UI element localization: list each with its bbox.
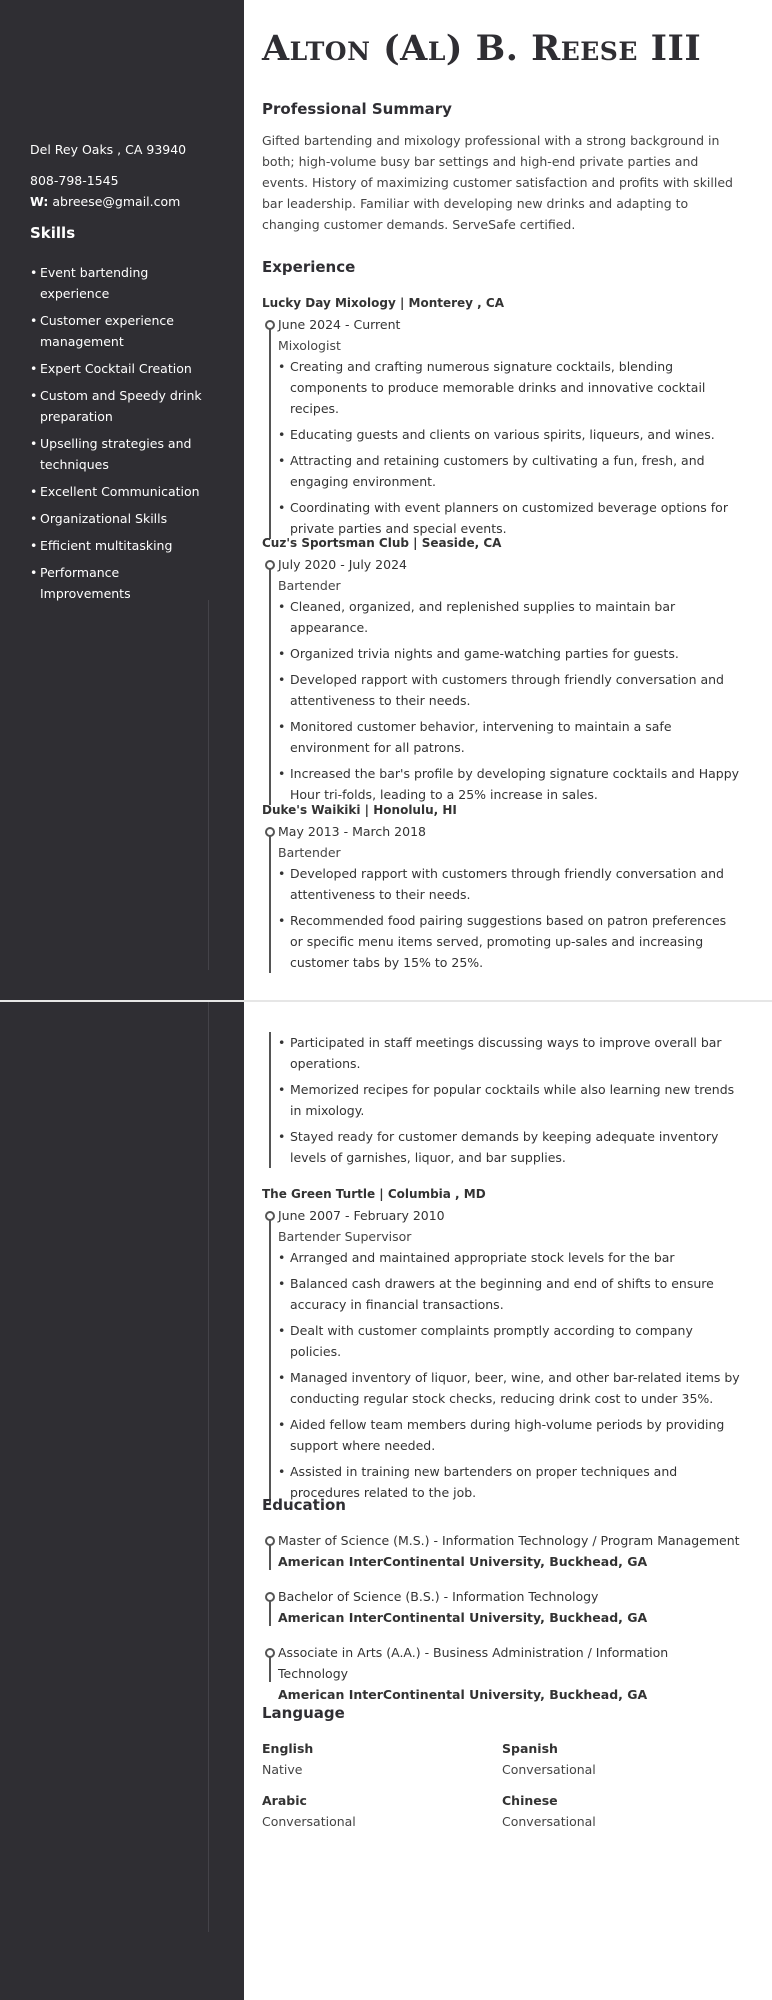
timeline-line: [269, 1598, 271, 1626]
language-name: English: [262, 1741, 314, 1756]
timeline-line: [269, 1217, 271, 1503]
contact-address: Del Rey Oaks , CA 93940: [30, 142, 187, 157]
job-timeline: [262, 1205, 742, 1503]
skill-item: • Expert Cocktail Creation: [30, 358, 210, 379]
job-bullet: • Stayed ready for customer demands by keeping adequate inventory levels of garnishes, liquor, and bar supplies.: [278, 1126, 742, 1168]
job-bullet: • Attracting and retaining customers by cultivating a fun, fresh, and engaging environment.: [278, 450, 742, 492]
job-bullet: • Managed inventory of liquor, beer, wine, and other bar-related items by conducting regular stock checks, reducing drink cost to under 35%.: [278, 1367, 742, 1409]
summary-section: [262, 100, 742, 235]
job-role: Mixologist: [278, 338, 341, 353]
timeline-dot-icon: [265, 1648, 275, 1658]
education-school: American InterContinental University, Buckhead, GA: [278, 1610, 648, 1625]
contact-phone: 808-798-1545: [30, 173, 119, 188]
sidebar-divider: [208, 1002, 209, 1932]
job-entry: [262, 533, 742, 810]
summary-heading: Professional Summary: [262, 100, 452, 118]
sidebar-divider: [208, 600, 209, 970]
job-timeline: [262, 1032, 742, 1168]
timeline-line: [269, 1032, 271, 1168]
education-item: [262, 1530, 742, 1572]
timeline-dot-icon: [265, 1536, 275, 1546]
summary-text: Gifted bartending and mixology professional with a strong background in both; high-volume busy bar settings and high-end private parties and events. History of maximizing customer satisfaction and profits with skilled bar leadership. Familiar with developing new drinks and adapting to changing customer demands. ServeSafe certified.: [262, 133, 733, 232]
job-bullets: [278, 596, 742, 805]
language-section: [262, 1704, 742, 1832]
timeline-dot-icon: [265, 1592, 275, 1602]
job-bullet: • Participated in staff meetings discussing ways to improve overall bar operations.: [278, 1032, 742, 1074]
skill-item: • Efficient multitasking: [30, 535, 210, 556]
job-bullet: • Monitored customer behavior, intervening to maintain a safe environment for all patrons.: [278, 716, 742, 758]
skill-item: • Performance Improvements: [30, 562, 210, 604]
job-bullet: • Cleaned, organized, and replenished supplies to maintain bar appearance.: [278, 596, 742, 638]
language-name: Arabic: [262, 1793, 307, 1808]
skill-item: • Upselling strategies and techniques: [30, 433, 210, 475]
language-name: Chinese: [502, 1793, 558, 1808]
skills-heading: Skills: [30, 224, 76, 242]
timeline-line: [269, 1654, 271, 1682]
timeline-line: [269, 326, 271, 539]
contact-email-row: [30, 191, 230, 212]
job-bullet: • Dealt with customer complaints promptly according to company policies.: [278, 1320, 742, 1362]
language-level: Conversational: [502, 1762, 596, 1777]
job-bullet: • Organized trivia nights and game-watching parties for guests.: [278, 643, 742, 664]
job-timeline: [262, 821, 742, 973]
job-bullet: • Balanced cash drawers at the beginning and end of shifts to ensure accuracy in financial transactions.: [278, 1273, 742, 1315]
contact-email: abreese@gmail.com: [52, 194, 181, 209]
language-level: Conversational: [502, 1814, 596, 1829]
education-degree: Associate in Arts (A.A.) - Business Administration / Information Technology: [278, 1645, 669, 1681]
job-bullet: • Assisted in training new bartenders on proper techniques and procedures related to the job.: [278, 1461, 742, 1503]
contact-info: [30, 139, 230, 212]
language-item: [502, 1738, 742, 1780]
job-dates: June 2024 - Current: [278, 317, 401, 332]
job-bullet: • Memorized recipes for popular cocktails while also learning new trends in mixology.: [278, 1079, 742, 1121]
job-timeline: [262, 554, 742, 805]
language-item: [262, 1790, 502, 1832]
language-item: [502, 1790, 742, 1832]
education-degree: Master of Science (M.S.) - Information Technology / Program Management: [278, 1533, 740, 1548]
timeline-dot-icon: [265, 320, 275, 330]
job-role: Bartender: [278, 845, 341, 860]
job-bullet: • Coordinating with event planners on customized beverage options for private parties and special events.: [278, 497, 742, 539]
email-label: W:: [30, 194, 49, 209]
job-bullets: [278, 863, 742, 973]
timeline-line: [269, 833, 271, 973]
job-entry: [262, 1184, 742, 1508]
timeline-line: [269, 566, 271, 805]
language-name: Spanish: [502, 1741, 558, 1756]
timeline-line: [269, 1542, 271, 1570]
job-bullets: [278, 1247, 742, 1503]
job-bullet: • Increased the bar's profile by developing signature cocktails and Happy Hour tri-folds, leading to a 25% increase in sales.: [278, 763, 742, 805]
job-bullet: • Creating and crafting numerous signature cocktails, blending components to produce memorable drinks and innovative cocktail recipes.: [278, 356, 742, 419]
skill-item: • Event bartending experience: [30, 262, 210, 304]
timeline-dot-icon: [265, 1211, 275, 1221]
education-school: American InterContinental University, Buckhead, GA: [278, 1554, 648, 1569]
job-dates: June 2007 - February 2010: [278, 1208, 445, 1223]
language-item: [262, 1738, 502, 1780]
resume-page-2: [0, 1002, 772, 2000]
job-bullet: • Developed rapport with customers through friendly conversation and attentiveness to their needs.: [278, 669, 742, 711]
skill-item: • Custom and Speedy drink preparation: [30, 385, 210, 427]
candidate-name: Alton (Al) B. Reese III: [262, 28, 702, 69]
job-dates: July 2020 - July 2024: [278, 557, 407, 572]
education-heading: Education: [262, 1496, 346, 1514]
job-role: Bartender: [278, 578, 341, 593]
experience-heading: Experience: [262, 258, 356, 276]
job-bullet: • Recommended food pairing suggestions based on patron preferences or specific menu items served, promoting up-sales and increasing customer tabs by 15% to 25%.: [278, 910, 742, 973]
language-grid: [262, 1738, 742, 1832]
job-entry-continued: [262, 1032, 742, 1173]
job-dates: May 2013 - March 2018: [278, 824, 426, 839]
job-employer: Cuz's Sportsman Club | Seaside, CA: [262, 536, 502, 550]
job-employer: The Green Turtle | Columbia , MD: [262, 1187, 486, 1201]
skill-item: • Excellent Communication: [30, 481, 210, 502]
skill-item: • Organizational Skills: [30, 508, 210, 529]
job-bullet: • Developed rapport with customers through friendly conversation and attentiveness to their needs.: [278, 863, 742, 905]
skills-list: [30, 262, 210, 610]
job-employer: Duke's Waikiki | Honolulu, HI: [262, 803, 457, 817]
job-bullets: [278, 1032, 742, 1168]
education-school: American InterContinental University, Buckhead, GA: [278, 1687, 648, 1702]
job-timeline: [262, 314, 742, 539]
education-item: [262, 1586, 742, 1628]
job-bullet: • Educating guests and clients on various spirits, liqueurs, and wines.: [278, 424, 742, 445]
education-section: [262, 1496, 742, 1719]
timeline-dot-icon: [265, 827, 275, 837]
job-bullet: • Aided fellow team members during high-volume periods by providing support where needed.: [278, 1414, 742, 1456]
job-role: Bartender Supervisor: [278, 1229, 412, 1244]
job-bullets: [278, 356, 742, 539]
skill-item: • Customer experience management: [30, 310, 210, 352]
job-employer: Lucky Day Mixology | Monterey , CA: [262, 296, 505, 310]
education-item: [262, 1642, 742, 1705]
education-degree: Bachelor of Science (B.S.) - Information Technology: [278, 1589, 599, 1604]
language-level: Native: [262, 1762, 303, 1777]
job-bullet: • Arranged and maintained appropriate stock levels for the bar: [278, 1247, 742, 1268]
job-entry: [262, 800, 742, 978]
language-level: Conversational: [262, 1814, 356, 1829]
language-heading: Language: [262, 1704, 345, 1722]
timeline-dot-icon: [265, 560, 275, 570]
job-entry: [262, 293, 742, 544]
